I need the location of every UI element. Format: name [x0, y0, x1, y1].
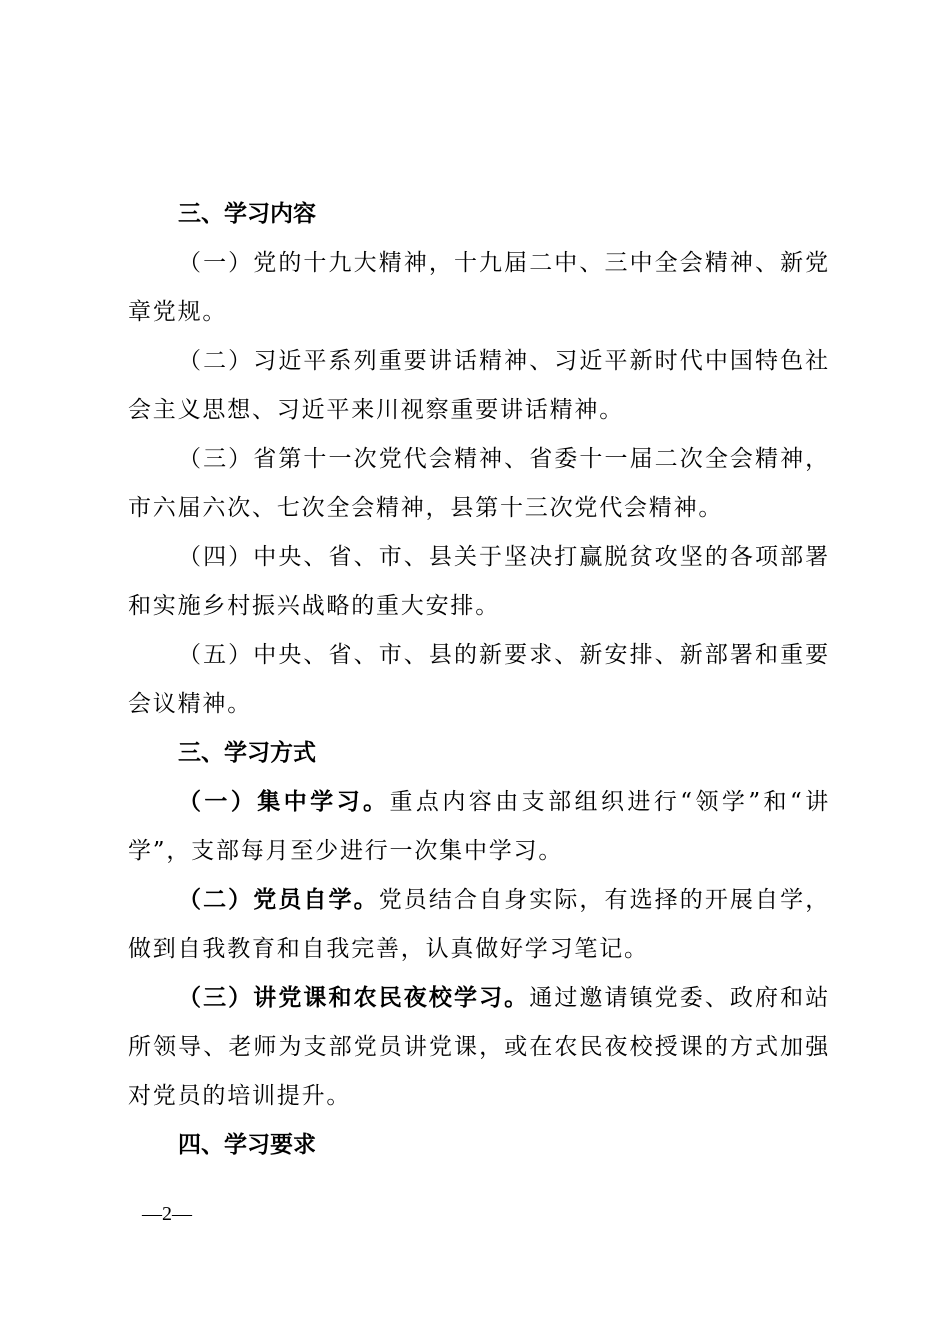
paragraph-text: 党员结合自身实际，有选择的开展自学，做到自我教育和自我完善，认真做好学习笔记。: [128, 887, 830, 962]
paragraph-lead: （二）党员自学。: [178, 887, 379, 913]
paragraph-text: 重点内容由支部组织进行“领学”和“讲学”，支部每月至少进行一次集中学习。: [128, 789, 830, 864]
paragraph: （一）党的十九大精神，十九届二中、三中全会精神、新党章党规。: [128, 250, 830, 325]
paragraph: （三）省第十一次党代会精神、省委十一届二次全会精神，市六届六次、七次全会精神，县第十三次党代会精神。: [128, 446, 830, 521]
paragraph: （五）中央、省、市、县的新要求、新安排、新部署和重要会议精神。: [128, 642, 830, 717]
paragraph-lead: （三）讲党课和农民夜校学习。: [178, 985, 530, 1011]
section-heading: 三、学习方式: [178, 740, 316, 766]
page-number: —2—: [142, 1203, 192, 1225]
section-heading: 三、学习内容: [178, 201, 316, 227]
paragraph-lead: （一）集中学习。: [178, 789, 390, 815]
paragraph: （四）中央、省、市、县关于坚决打赢脱贫攻坚的各项部署和实施乡村振兴战略的重大安排。: [128, 544, 830, 619]
paragraph: [128, 974, 830, 1121]
paragraph-text: 通过邀请镇党委、政府和站所领导、老师为支部党员讲党课，或在农民夜校授课的方式加强对党员的培训提升。: [128, 985, 830, 1109]
paragraph: （二）习近平系列重要讲话精神、习近平新时代中国特色社会主义思想、习近平来川视察重要讲话精神。: [128, 348, 830, 423]
document-body: [128, 190, 830, 1170]
section-heading: 四、学习要求: [178, 1132, 316, 1158]
paragraph: [128, 778, 830, 876]
paragraph: [128, 876, 830, 974]
